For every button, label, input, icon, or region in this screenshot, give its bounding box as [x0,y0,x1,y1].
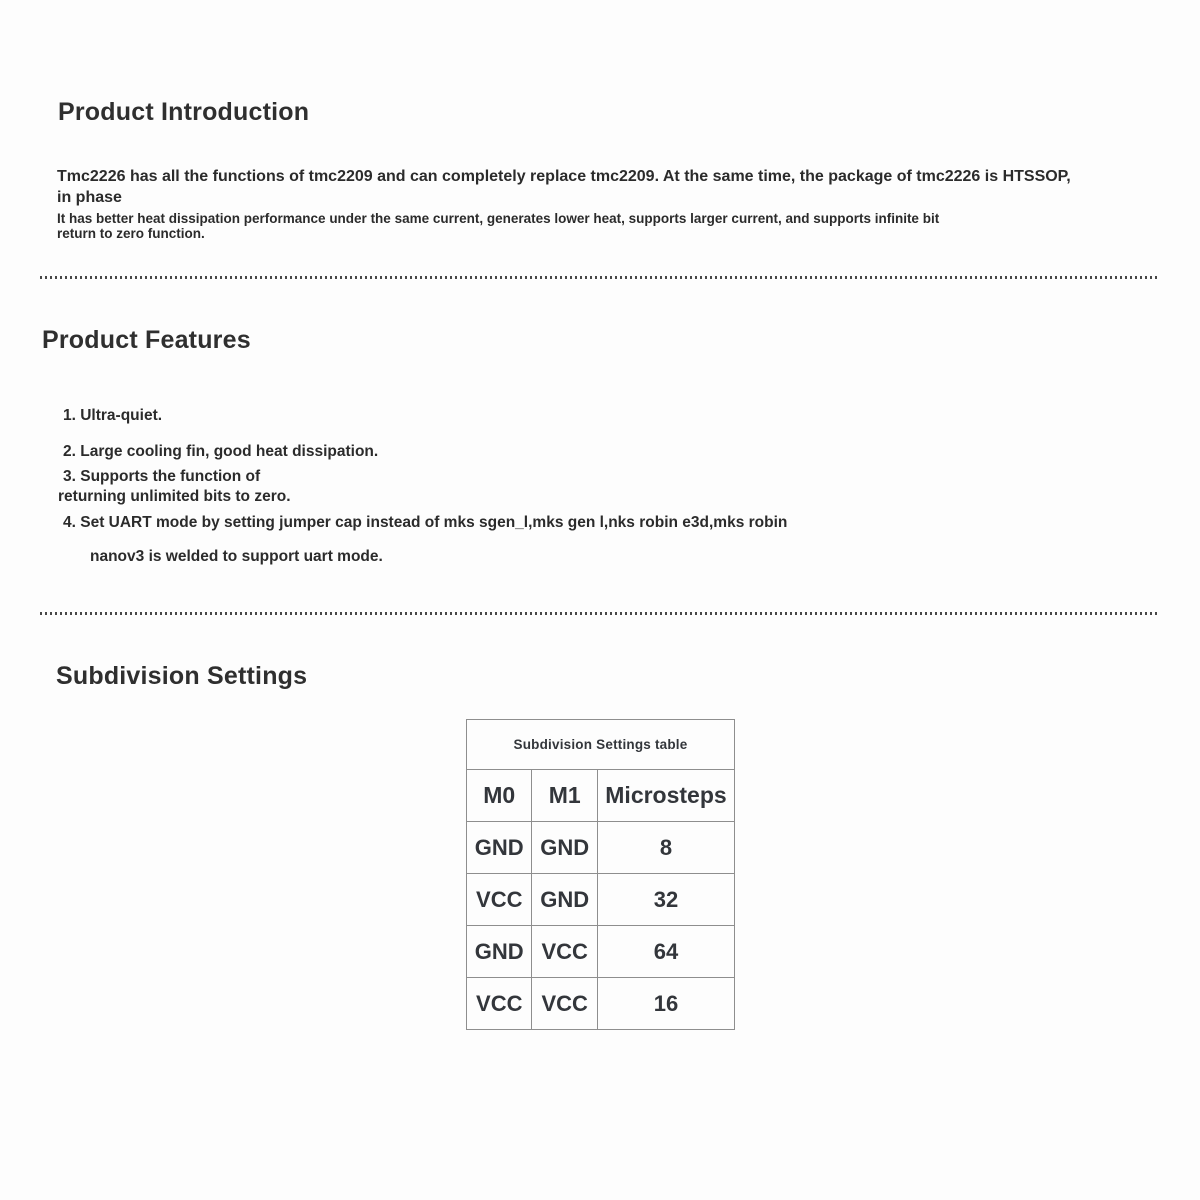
intro-lead-line-1: Tmc2226 has all the functions of tmc2209 and can completely replace tmc2209. At the same time, the package of tmc2226 is HTSSOP, [57,168,1071,185]
table-cell-microsteps: 32 [597,874,734,926]
feature-line-supports-function: 3. Supports the function of [63,468,261,485]
feature-line-nanov3: nanov3 is welded to support uart mode. [90,548,383,565]
table-cell-m1: VCC [532,926,597,978]
table-cell-m0: GND [467,822,532,874]
table-cell-microsteps: 64 [597,926,734,978]
table-row [467,926,735,978]
table-cell-microsteps: 16 [597,978,734,1030]
table-caption-row [467,720,735,770]
table-cell-microsteps: 8 [597,822,734,874]
table-row [467,822,735,874]
column-header-microsteps: Microsteps [597,770,734,822]
table-row [467,978,735,1030]
feature-line-uart-mode: 4. Set UART mode by setting jumper cap instead of mks sgen_l,mks gen l,nks robin e3d,mks robin [63,514,788,531]
intro-lead-line-2: in phase [57,189,122,206]
table-cell-m0: VCC [467,874,532,926]
table-cell-m1: VCC [532,978,597,1030]
column-header-m1: M1 [532,770,597,822]
intro-paragraph [57,166,1167,241]
section-heading-subdivision-settings: Subdivision Settings [56,662,308,690]
table-cell-m1: GND [532,874,597,926]
feature-line-cooling-fin: 2. Large cooling fin, good heat dissipation. [63,443,379,460]
section-heading-product-introduction: Product Introduction [58,98,310,126]
table-cell-m0: VCC [467,978,532,1030]
table-caption: Subdivision Settings table [467,720,735,770]
feature-line-ultra-quiet: 1. Ultra-quiet. [63,407,163,424]
table-cell-m1: GND [532,822,597,874]
dotted-divider-bottom [40,612,1157,615]
table-header-row [467,770,735,822]
feature-line-returning-bits: returning unlimited bits to zero. [58,488,291,505]
table-row [467,874,735,926]
intro-detail-line-2: return to zero function. [57,226,205,241]
column-header-m0: M0 [467,770,532,822]
intro-detail-line-1: It has better heat dissipation performance under the same current, generates lower heat, supports larger current, and supports infinite bit [57,211,940,226]
subdivision-settings-table [466,719,735,1030]
dotted-divider-top [40,276,1157,279]
section-heading-product-features: Product Features [42,326,251,354]
table-cell-m0: GND [467,926,532,978]
